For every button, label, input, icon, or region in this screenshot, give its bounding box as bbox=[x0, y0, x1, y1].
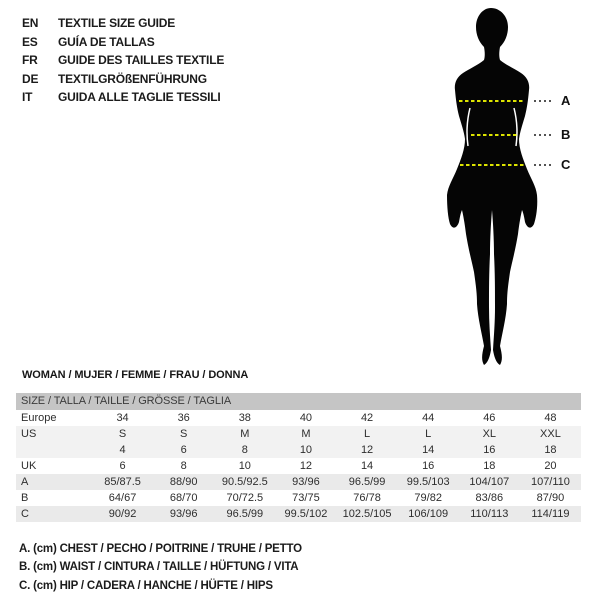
table-cell: 110/113 bbox=[470, 508, 509, 520]
table-cell: 64/67 bbox=[108, 492, 137, 504]
table-cell: 4 bbox=[119, 444, 126, 456]
table-cell: 6 bbox=[180, 444, 187, 456]
row-label: UK bbox=[21, 460, 37, 472]
table-cell: 14 bbox=[360, 460, 374, 472]
table-cell: 73/75 bbox=[292, 492, 320, 504]
table-cell: 16 bbox=[422, 460, 435, 472]
language-code: IT bbox=[22, 90, 33, 105]
legend-waist: B. (cm) WAIST / CINTURA / TAILLE / HÜFTUNG / VITA bbox=[19, 561, 299, 574]
table-cell: XL bbox=[482, 428, 497, 440]
row-label: B bbox=[21, 492, 29, 504]
table-row-hip bbox=[16, 506, 581, 522]
size-table bbox=[16, 393, 581, 522]
table-cell: M bbox=[240, 428, 250, 440]
table-cell: 104/107 bbox=[469, 476, 510, 488]
waist-label-b: B bbox=[561, 127, 571, 142]
language-label: TEXTILGRÖßENFÜHRUNG bbox=[58, 71, 207, 86]
table-cell: 10 bbox=[299, 444, 313, 456]
table-row-uk bbox=[16, 458, 581, 474]
section-title-woman: WOMAN / MUJER / FEMME / FRAU / DONNA bbox=[22, 369, 249, 381]
size-table-header: SIZE / TALLA / TAILLE / GRÖSSE / TAGLIA bbox=[16, 393, 581, 410]
woman-silhouette bbox=[447, 8, 537, 365]
body-measurement-diagram bbox=[430, 4, 600, 372]
table-cell: S bbox=[118, 428, 127, 440]
row-label: A bbox=[21, 476, 29, 488]
chest-label-a: A bbox=[561, 93, 571, 108]
table-cell: 93/96 bbox=[169, 508, 198, 520]
table-cell: 88/90 bbox=[169, 476, 198, 488]
table-cell: 48 bbox=[544, 412, 557, 424]
language-code: FR bbox=[22, 53, 38, 68]
row-label: US bbox=[21, 428, 37, 440]
language-label: GUÍA DE TALLAS bbox=[58, 34, 155, 49]
table-cell: 99.5/102 bbox=[284, 508, 328, 520]
row-label: C bbox=[21, 508, 29, 520]
table-cell: 44 bbox=[422, 412, 435, 424]
language-guide-list bbox=[22, 14, 224, 107]
measurement-legend bbox=[19, 540, 302, 595]
table-cell: 12 bbox=[299, 460, 313, 472]
table-cell: 14 bbox=[422, 444, 435, 456]
table-row-chest bbox=[16, 474, 581, 490]
table-cell: 76/78 bbox=[353, 492, 381, 504]
table-cell: 79/82 bbox=[414, 492, 442, 504]
table-cell: 10 bbox=[238, 460, 251, 472]
table-cell: 8 bbox=[180, 460, 187, 472]
table-cell: L bbox=[425, 428, 432, 440]
language-code: DE bbox=[22, 71, 39, 86]
language-code: EN bbox=[22, 16, 39, 30]
language-row-it bbox=[22, 88, 224, 107]
language-label: GUIDA ALLE TAGLIE TESSILI bbox=[58, 90, 221, 105]
table-cell: 99.5/103 bbox=[406, 476, 450, 488]
table-cell: 87/90 bbox=[536, 492, 565, 504]
table-cell: 16 bbox=[483, 444, 496, 456]
table-cell: 85/87.5 bbox=[104, 476, 141, 488]
table-cell: 38 bbox=[238, 412, 251, 424]
table-row-us-numeric bbox=[16, 442, 581, 458]
legend-chest: A. (cm) CHEST / PECHO / POITRINE / TRUHE / PETTO bbox=[19, 543, 302, 555]
language-row-de bbox=[22, 70, 224, 89]
row-label: Europe bbox=[21, 412, 57, 424]
table-cell: 18 bbox=[544, 444, 557, 456]
table-cell: 114/119 bbox=[531, 508, 570, 520]
table-cell: 34 bbox=[116, 412, 129, 424]
table-cell: 106/109 bbox=[408, 508, 449, 520]
table-cell: 102.5/105 bbox=[342, 508, 392, 520]
table-cell: 90/92 bbox=[108, 508, 137, 520]
table-cell: 8 bbox=[241, 444, 248, 456]
table-row-waist bbox=[16, 490, 581, 506]
table-cell: M bbox=[301, 428, 311, 440]
table-cell: 107/110 bbox=[530, 476, 570, 488]
language-code: ES bbox=[22, 34, 38, 49]
table-cell: 83/86 bbox=[475, 492, 504, 504]
table-cell: 96.5/99 bbox=[348, 476, 386, 488]
table-row-europe bbox=[16, 410, 581, 426]
table-cell: 68/70 bbox=[169, 492, 198, 504]
table-cell: 90.5/92.5 bbox=[221, 476, 268, 488]
woman-silhouette-figure bbox=[430, 4, 600, 372]
table-cell: 18 bbox=[483, 460, 496, 472]
table-cell: XXL bbox=[540, 428, 561, 440]
table-cell: S bbox=[180, 428, 188, 440]
table-cell: 96.5/99 bbox=[226, 508, 264, 520]
table-row-us bbox=[16, 426, 581, 442]
table-cell: 46 bbox=[483, 412, 496, 424]
language-label: TEXTILE SIZE GUIDE bbox=[58, 16, 176, 30]
table-cell: 42 bbox=[360, 412, 374, 424]
language-row-en bbox=[22, 14, 224, 33]
table-cell: 6 bbox=[119, 460, 126, 472]
language-row-fr bbox=[22, 51, 224, 70]
language-row-es bbox=[22, 33, 224, 52]
table-cell: 36 bbox=[177, 412, 190, 424]
table-cell: L bbox=[364, 428, 371, 440]
hip-label-c: C bbox=[561, 157, 571, 172]
table-cell: 93/96 bbox=[292, 476, 320, 488]
legend-hip: C. (cm) HIP / CADERA / HANCHE / HÜFTE / HIPS bbox=[19, 579, 273, 592]
table-cell: 40 bbox=[299, 412, 313, 424]
table-cell: 12 bbox=[360, 444, 374, 456]
table-cell: 20 bbox=[544, 460, 557, 472]
language-label: GUIDE DES TAILLES TEXTILE bbox=[58, 53, 225, 68]
row-label bbox=[16, 442, 92, 458]
table-cell: 70/72.5 bbox=[226, 492, 264, 504]
